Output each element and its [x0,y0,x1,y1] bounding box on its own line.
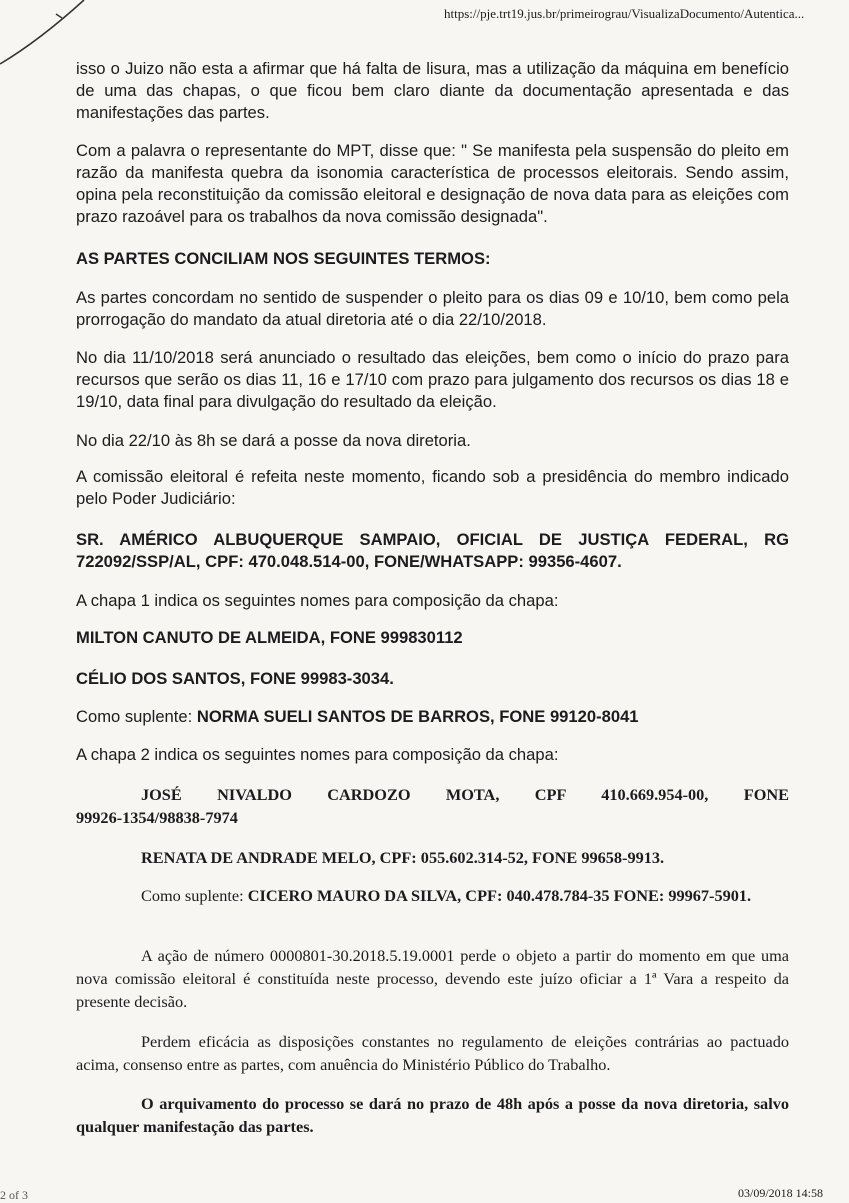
paragraph-suspension: As partes concordam no sentido de suspender o pleito para os dias 09 e 10/10, bem como pela prorrogação do mandato da atual diretoria até o dia 22/10/2018. [76,288,789,329]
substitute-label: Como suplente: [141,886,248,905]
substitute-name-cicero: CICERO MAURO DA SILVA, CPF: 040.478.784-35 FONE: 99967-5901. [247,886,752,905]
chapa2-substitute [76,884,789,907]
paragraph-lisura: isso o Juizo não esta a afirmar que há falta de lisura, mas a utilização da máquina em benefício de uma das chapas, o que ficou bem claro diante da documentação apresentada e das manifestações das partes. [76,59,789,122]
paragraph-mpt-statement: Com a palavra o representante do MPT, disse que: " Se manifesta pela suspensão do pleito em razão da manifesta quebra da isonomia característica de processos eleitorais. Sendo assim, opina pela reconstituição da comissão eleitoral e designação de nova data para as eleições com prazo razoável para os trabalhos da nova comissão designada". [76,141,789,226]
page-number: 2 of 3 [0,1188,28,1202]
paragraph-action-loses-object: A ação de número 0000801-30.2018.5.19.0001 perde o objeto a partir do momento em que uma nova comissão eleitoral é constituída neste processo, devendo este juízo oficiar a 1ª Vara a respeito da presente decisão. [76,946,789,1011]
paragraph-chapa2-intro: A chapa 2 indica os seguintes nomes para composição da chapa: [76,745,559,764]
paragraph-president-member: SR. AMÉRICO ALBUQUERQUE SAMPAIO, OFICIAL DE JUSTIÇA FEDERAL, RG 722092/SSP/AL, CPF: 470.048.514-00, FONE/WHATSAPP: 99356-4607. [76,530,789,571]
substitute-name-norma: NORMA SUELI SANTOS DE BARROS, FONE 99120-8041 [196,707,639,726]
paragraph-lose-efficacy: Perdem eficácia as disposições constantes no regulamento de eleições contrárias ao pactuado acima, consenso entre as partes, com anuência do Ministério Público do Trabalho. [76,1032,789,1074]
chapa1-member-milton: MILTON CANUTO DE ALMEIDA, FONE 999830112 [76,628,463,647]
heading-conciliation: AS PARTES CONCILIAM NOS SEGUINTES TERMOS: [76,249,491,268]
paragraph-inauguration: No dia 22/10 às 8h se dará a posse da nova diretoria. [76,431,471,450]
paragraph-chapa1-intro: A chapa 1 indica os seguintes nomes para composição da chapa: [76,591,559,610]
paragraph-archiving: O arquivamento do processo se dará no prazo de 48h após a posse da nova diretoria, salvo qualquer manifestação das partes. [76,1094,789,1136]
paragraph-commission: A comissão eleitoral é refeita neste momento, ficando sob a presidência do membro indicado pelo Poder Judiciário: [76,467,789,508]
print-timestamp: 03/09/2018 14:58 [738,1186,824,1200]
chapa2-member-jose: JOSÉ NIVALDO CARDOZO MOTA, CPF 410.669.954-00, FONE 99926-1354/98838-7974 [76,785,789,827]
substitute-label: Como suplente: [76,707,197,726]
document-url[interactable]: https://pje.trt19.jus.br/primeirograu/VisualizaDocumento/Autentica... [444,6,805,21]
chapa1-member-celio: CÉLIO DOS SANTOS, FONE 99983-3034. [76,669,394,688]
chapa2-member-renata: RENATA DE ANDRADE MELO, CPF: 055.602.314-52, FONE 99658-9913. [141,848,665,867]
paragraph-results-date: No dia 11/10/2018 será anunciado o resultado das eleições, bem como o início do prazo para recursos que serão os dias 11, 16 e 17/10 com prazo para julgamento dos recursos os dias 18 e 19/10, data final para divulgação do resultado da eleição. [76,348,789,411]
chapa1-substitute [76,706,789,728]
